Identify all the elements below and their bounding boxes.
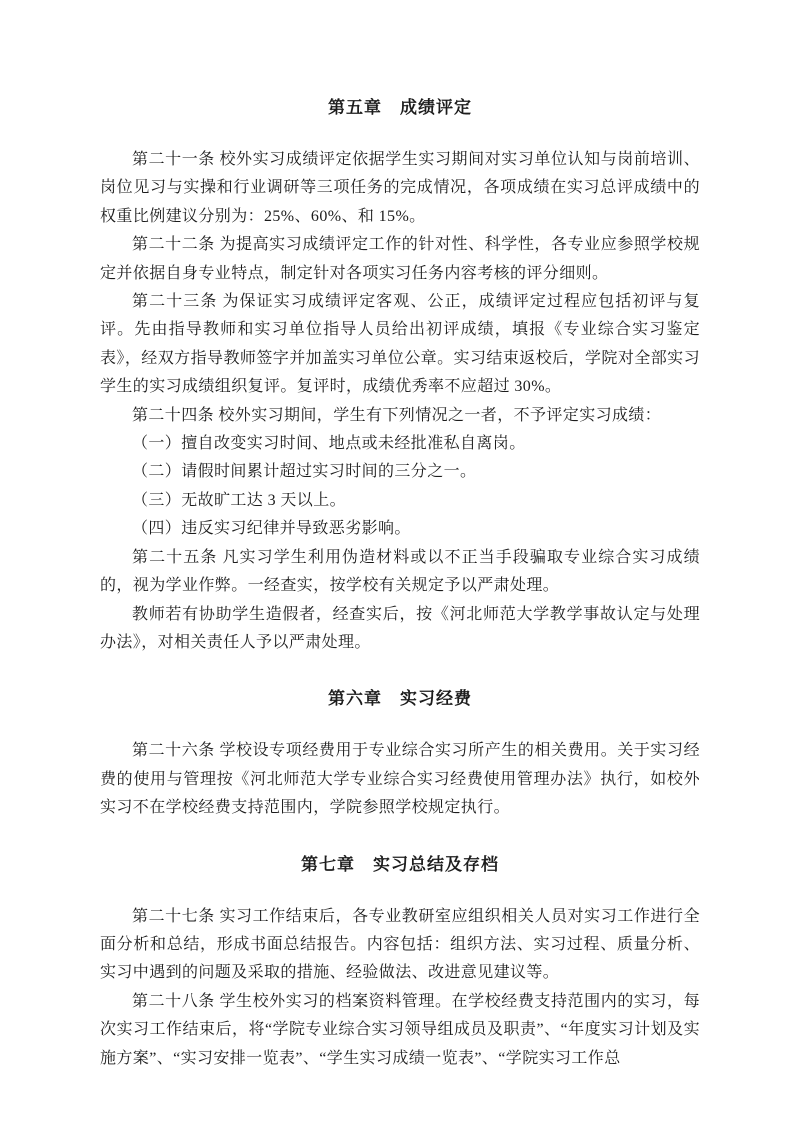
article-21-paragraph: 第二十一条 校外实习成绩评定依据学生实习期间对实习单位认知与岗前培训、岗位见习与实操和行业调研等三项任务的完成情况，各项成绩在实习总评成绩中的权重比例建议分别为：25%、60%、和 15%。: [100, 151, 700, 225]
chapter-heading-5: 第五章 成绩评定: [328, 98, 472, 117]
article-23-paragraph: 第二十三条 为保证实习成绩评定客观、公正，成绩评定过程应包括初评与复评。先由指导教师和实习单位指导人员给出初评成绩，填报《专业综合实习鉴定表》，经双方指导教师签字并加盖实习单位公章。实习结束返校后，学院对全部实习学生的实习成绩组织复评。复评时，成绩优秀率不应超过 30%。: [100, 293, 700, 396]
article-24-item-1: （一）擅自改变实习时间、地点或未经批准私自离岗。: [132, 435, 526, 453]
chapter-heading-6: 第六章 实习经费: [328, 689, 472, 709]
article-26-paragraph: 第二十六条 学校设专项经费用于专业综合实习所产生的相关费用。关于实习经费的使用与管理按《河北师范大学专业综合实习经费使用管理办法》执行，如校外实习不在学校经费支持范围内，学院参照学校规定执行。: [100, 742, 700, 817]
article-27-paragraph: 第二十七条 实习工作结束后，各专业教研室应组织相关人员对实习工作进行全面分析和总结，形成书面总结报告。内容包括：组织方法、实习过程、质量分析、实习中遇到的问题及采取的措施、经验做法、改进意见建议等。: [100, 907, 700, 982]
article-24-paragraph: 第二十四条 校外实习期间，学生有下列情况之一者，不予评定实习成绩：: [132, 406, 662, 424]
article-24-item-2: （二）请假时间累计超过实习时间的三分之一。: [132, 463, 477, 481]
article-25-teacher-paragraph: 教师若有协助学生造假者，经查实后，按《河北师范大学教学事故认定与处理办法》，对相关责任人予以严肃处理。: [100, 605, 700, 651]
article-24-item-4: （四）违反实习纪律并导致恶劣影响。: [132, 520, 411, 538]
article-24-item-3: （三）无故旷工达 3 天以上。: [132, 491, 347, 509]
article-28-paragraph: 第二十八条 学生校外实习的档案资料管理。在学校经费支持范围内的实习，每次实习工作结束后，将“学院专业综合实习领导组成员及职责”、“年度实习计划及实施方案”、“实习安排一览表”、“学生实习成绩一览表”、“学院实习工作总: [100, 992, 700, 1067]
article-25-paragraph: 第二十五条 凡实习学生利用伪造材料或以不正当手段骗取专业综合实习成绩的，视为学业作弊。一经查实，按学校有关规定予以严肃处理。: [100, 548, 700, 595]
article-22-paragraph: 第二十二条 为提高实习成绩评定工作的针对性、科学性，各专业应参照学校规定并依据自身专业特点，制定针对各项实习任务内容考核的评分细则。: [100, 236, 700, 282]
chapter-heading-7: 第七章 实习总结及存档: [301, 854, 499, 874]
